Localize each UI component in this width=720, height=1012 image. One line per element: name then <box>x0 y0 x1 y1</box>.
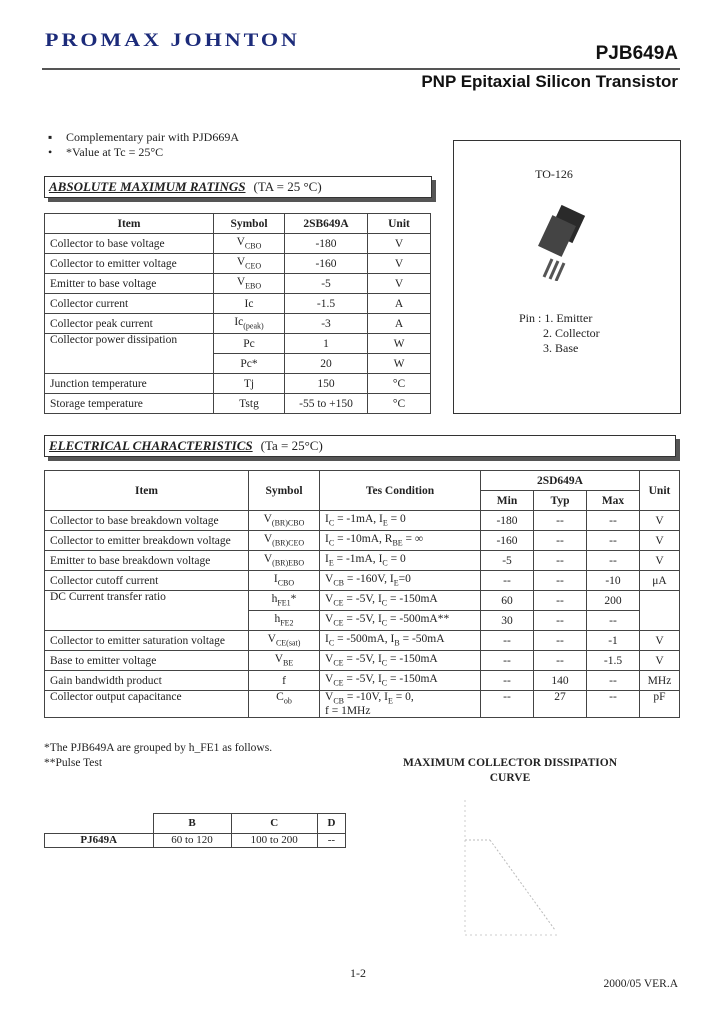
item-cell: Collector to emitter voltage <box>45 254 214 274</box>
footnotes <box>44 741 272 771</box>
typ-cell: -- <box>534 651 587 671</box>
symbol-cell: $I_{CBO}$ <box>249 571 320 591</box>
condition-cell: $I_C = -1mA$, $I_E = 0$ <box>320 511 481 531</box>
unit-cell: °C <box>368 374 431 394</box>
symbol-cell: Pc* <box>214 354 285 374</box>
col-symbol: Symbol <box>214 214 285 234</box>
typ-cell: -- <box>534 631 587 651</box>
value-cell: 1 <box>285 334 368 354</box>
symbol-cell: $V_{EBO}$ <box>214 274 285 294</box>
unit-cell: A <box>368 314 431 334</box>
max-cell: -1.5 <box>587 651 640 671</box>
table-row <box>45 551 680 571</box>
unit-cell <box>640 591 680 631</box>
col-item: Item <box>45 214 214 234</box>
col-group: 2SD649A <box>481 471 640 491</box>
footnote-1: *The PJB649A are grouped by h_FE1 as follows. <box>44 742 273 754</box>
value-cell: -160 <box>285 254 368 274</box>
symbol-cell: $V_{(BR)CEO}$ <box>249 531 320 551</box>
min-cell: -- <box>481 671 534 691</box>
unit-cell: V <box>368 234 431 254</box>
table-row <box>45 631 680 651</box>
table-row <box>45 334 431 354</box>
typ-cell: -- <box>534 571 587 591</box>
version-label: 2000/05 VER.A <box>603 978 678 990</box>
item-cell: Collector to emitter saturation voltage <box>45 631 249 651</box>
package-box <box>453 140 681 414</box>
table-row <box>45 254 431 274</box>
item-cell: Collector peak current <box>45 314 214 334</box>
feature-list <box>48 130 239 160</box>
table-row <box>45 651 680 671</box>
max-cell: -- <box>587 551 640 571</box>
item-cell: Collector current <box>45 294 214 314</box>
symbol-cell: $V_{(BR)EBO}$ <box>249 551 320 571</box>
table-row <box>45 394 431 414</box>
table-row <box>45 374 431 394</box>
table-row <box>45 571 680 591</box>
dissipation-curve-graphic <box>445 795 565 945</box>
table-row <box>45 294 431 314</box>
abs-max-heading: ABSOLUTE MAXIMUM RATINGS (TA = 25 °C) <box>44 176 432 198</box>
condition-cell: $V_{CB} = -10V$, $I_E = 0$, f = 1MHz <box>320 691 481 718</box>
condition-cell: $V_{CB} = -160V$, $I_E=0$ <box>320 571 481 591</box>
group-b: B <box>153 814 231 834</box>
symbol-cell: f <box>249 671 320 691</box>
typ-cell: -- <box>534 611 587 631</box>
typ-cell: -- <box>534 531 587 551</box>
unit-cell: μA <box>640 571 680 591</box>
symbol-cell: $V_{BE}$ <box>249 651 320 671</box>
table-row <box>45 511 680 531</box>
condition-cell: $I_C = -10mA$, $R_{BE}$ = ∞ <box>320 531 481 551</box>
group-value: 100 to 200 <box>231 833 317 847</box>
item-cell: DC Current transfer ratio <box>45 591 249 631</box>
min-cell: -5 <box>481 551 534 571</box>
package-name: TO-126 <box>535 167 573 181</box>
unit-cell: W <box>368 334 431 354</box>
symbol-cell: $h_{FE2}$ <box>249 611 320 631</box>
to126-package-icon <box>534 201 594 281</box>
pin-list: Pin : 1. Emitter 2. Collector 3. Base <box>519 311 600 355</box>
feature-item: ▪ Complementary pair with PJD669A <box>48 130 239 144</box>
unit-cell: V <box>640 651 680 671</box>
max-cell: -- <box>587 691 640 718</box>
table-row <box>45 234 431 254</box>
unit-cell: V <box>640 531 680 551</box>
unit-cell: V <box>640 551 680 571</box>
page-number: 1-2 <box>350 966 366 980</box>
symbol-cell: Tj <box>214 374 285 394</box>
table-row <box>45 691 680 718</box>
condition-cell: $V_{CE} = -5V$, $I_C = -150mA$ <box>320 591 481 611</box>
feature-item: • *Value at Tc = 25°C <box>48 145 164 159</box>
value-cell: 150 <box>285 374 368 394</box>
symbol-cell: Pc <box>214 334 285 354</box>
col-value: 2SB649A <box>285 214 368 234</box>
condition-cell: $V_{CE} = -5V$, $I_C = -150mA$ <box>320 651 481 671</box>
min-cell: -160 <box>481 531 534 551</box>
symbol-cell: $V_{CEO}$ <box>214 254 285 274</box>
value-cell: -180 <box>285 234 368 254</box>
group-d: D <box>317 814 345 834</box>
max-cell: -- <box>587 511 640 531</box>
typ-cell: 140 <box>534 671 587 691</box>
unit-cell: V <box>640 631 680 651</box>
item-cell: Junction temperature <box>45 374 214 394</box>
max-cell: -- <box>587 531 640 551</box>
bullet-icon: ▪ <box>48 130 53 144</box>
value-cell: -1.5 <box>285 294 368 314</box>
unit-cell: pF <box>640 691 680 718</box>
max-cell: -10 <box>587 571 640 591</box>
item-cell: Base to emitter voltage <box>45 651 249 671</box>
item-cell: Collector to base breakdown voltage <box>45 511 249 531</box>
min-cell: 30 <box>481 611 534 631</box>
curve-title: MAXIMUM COLLECTOR DISSIPATION CURVE <box>402 757 618 784</box>
value-cell: -3 <box>285 314 368 334</box>
col-condition: Tes Condition <box>320 471 481 511</box>
col-max: Max <box>587 491 640 511</box>
item-cell: Collector to base voltage <box>45 234 214 254</box>
symbol-cell: $V_{CBO}$ <box>214 234 285 254</box>
elec-table <box>44 470 680 718</box>
group-c: C <box>231 814 317 834</box>
symbol-cell: $V_{(BR)CBO}$ <box>249 511 320 531</box>
unit-cell: V <box>368 254 431 274</box>
table-row <box>45 531 680 551</box>
item-cell: Gain bandwidth product <box>45 671 249 691</box>
condition-cell: $V_{CE} = -5V$, $I_C = -500mA**$ <box>320 611 481 631</box>
item-cell: Collector cutoff current <box>45 571 249 591</box>
value-cell: -55 to +150 <box>285 394 368 414</box>
table-row <box>45 671 680 691</box>
table-row <box>45 314 431 334</box>
symbol-cell: Tstg <box>214 394 285 414</box>
col-typ: Typ <box>534 491 587 511</box>
page-subtitle: PNP Epitaxial Silicon Transistor <box>421 72 678 91</box>
group-row-label: PJ649A <box>45 833 154 847</box>
item-cell: Storage temperature <box>45 394 214 414</box>
max-cell: -1 <box>587 631 640 651</box>
symbol-cell: $Ic_{(peak)}$ <box>214 314 285 334</box>
condition-cell: $I_C = -500mA$, $I_B = -50mA$ <box>320 631 481 651</box>
col-min: Min <box>481 491 534 511</box>
symbol-cell: $V_{CE(sat)}$ <box>249 631 320 651</box>
col-symbol: Symbol <box>249 471 320 511</box>
footnote-2: **Pulse Test <box>44 757 103 769</box>
min-cell: -- <box>481 631 534 651</box>
abs-max-table <box>44 213 431 414</box>
elec-heading: ELECTRICAL CHARACTERISTICS (Ta = 25°C) <box>44 435 676 457</box>
col-unit: Unit <box>640 471 680 511</box>
max-cell: -- <box>587 611 640 631</box>
typ-cell: -- <box>534 591 587 611</box>
max-cell: -- <box>587 671 640 691</box>
table-row <box>45 591 680 611</box>
item-cell: Emitter to base breakdown voltage <box>45 551 249 571</box>
symbol-cell: $C_{ob}$ <box>249 691 320 718</box>
col-unit: Unit <box>368 214 431 234</box>
unit-cell: V <box>368 274 431 294</box>
item-cell: Collector to emitter breakdown voltage <box>45 531 249 551</box>
unit-cell: MHz <box>640 671 680 691</box>
min-cell: -- <box>481 651 534 671</box>
bullet-icon: • <box>48 145 53 159</box>
hfe-group-table <box>44 813 346 848</box>
unit-cell: V <box>640 511 680 531</box>
symbol-cell: Ic <box>214 294 285 314</box>
table-row <box>45 274 431 294</box>
col-item: Item <box>45 471 249 511</box>
symbol-cell: $h_{FE1}*$ <box>249 591 320 611</box>
group-value: 60 to 120 <box>153 833 231 847</box>
typ-cell: -- <box>534 551 587 571</box>
group-value: -- <box>317 833 345 847</box>
min-cell: -- <box>481 571 534 591</box>
value-cell: -5 <box>285 274 368 294</box>
min-cell: -- <box>481 691 534 718</box>
condition-cell: $V_{CE} = -5V$, $I_C = -150mA$ <box>320 671 481 691</box>
part-number: PJB649A <box>595 43 678 64</box>
unit-cell: W <box>368 354 431 374</box>
typ-cell: 27 <box>534 691 587 718</box>
min-cell: -180 <box>481 511 534 531</box>
condition-cell: $I_E = -1mA$, $I_C = 0$ <box>320 551 481 571</box>
company-logo: PROMAX JOHNTON <box>45 29 300 51</box>
unit-cell: °C <box>368 394 431 414</box>
item-cell: Collector power dissipation <box>45 334 214 374</box>
min-cell: 60 <box>481 591 534 611</box>
max-cell: 200 <box>587 591 640 611</box>
unit-cell: A <box>368 294 431 314</box>
item-cell: Emitter to base voltage <box>45 274 214 294</box>
typ-cell: -- <box>534 511 587 531</box>
value-cell: 20 <box>285 354 368 374</box>
header-divider <box>42 68 680 70</box>
item-cell: Collector output capacitance <box>45 691 249 718</box>
